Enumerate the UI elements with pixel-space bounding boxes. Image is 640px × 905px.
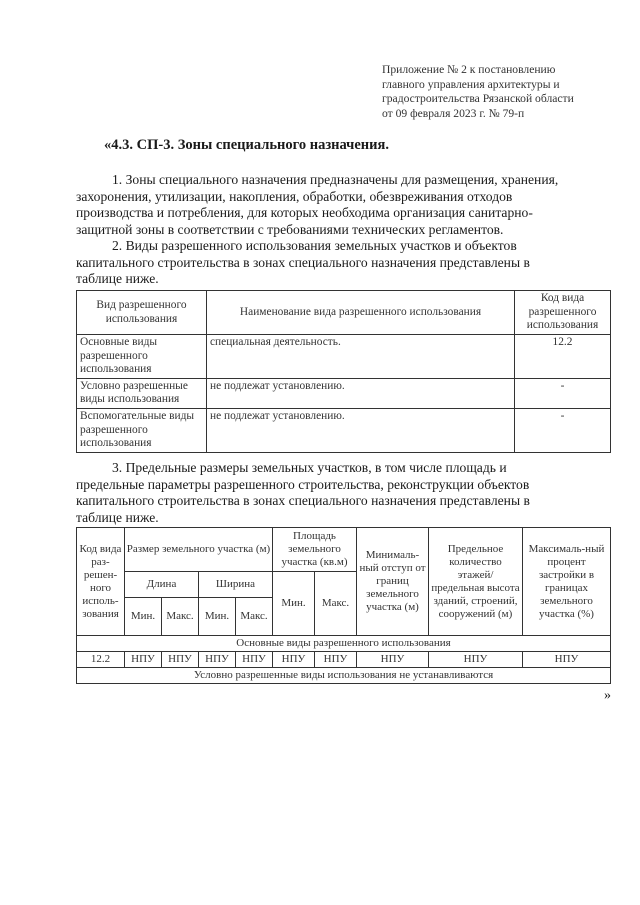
cell-value: НПУ bbox=[125, 652, 162, 668]
header-floors: Предельное количество этажей/ предельная высота зданий, строений, сооружений (м) bbox=[429, 528, 523, 636]
paragraph-line: 1. Зоны специального назначения предназначены для размещения, хранения, bbox=[112, 172, 559, 187]
section-heading: «4.3. СП-3. Зоны специального назначения. bbox=[104, 137, 389, 153]
paragraph-line: таблице ниже. bbox=[76, 509, 159, 525]
cell-kind: Вспомогательные виды разрешенного использования bbox=[77, 408, 207, 452]
cell-code: - bbox=[515, 378, 611, 408]
paragraph-2 bbox=[76, 238, 610, 288]
cell-value: НПУ bbox=[357, 652, 429, 668]
cell-value: НПУ bbox=[523, 652, 611, 668]
header-kind: Вид разрешенного использования bbox=[77, 291, 207, 335]
table-row bbox=[77, 652, 611, 668]
cell-value: НПУ bbox=[236, 652, 273, 668]
permitted-use-table bbox=[76, 290, 611, 453]
table-header-row bbox=[77, 528, 611, 572]
cell-value: НПУ bbox=[199, 652, 236, 668]
paragraph-line: капитального строительства в зонах специального назначения представлены в bbox=[76, 254, 530, 270]
header-size: Размер земельного участка (м) bbox=[125, 528, 273, 572]
appendix-line: от 09 февраля 2023 г. № 79-п bbox=[382, 106, 525, 120]
appendix-line: Приложение № 2 к постановлению bbox=[382, 63, 556, 76]
paragraph-line: таблице ниже. bbox=[76, 271, 159, 287]
header-length-max: Макс. bbox=[162, 598, 199, 636]
cell-code: 12.2 bbox=[77, 652, 125, 668]
paragraph-line: предельные параметры разрешенного строительства, реконструкции объектов bbox=[76, 476, 530, 492]
closing-quote: » bbox=[604, 688, 611, 703]
header-code: Код вида разрешенного использования bbox=[515, 291, 611, 335]
cell-value: НПУ bbox=[162, 652, 199, 668]
paragraph-line: защитной зоны в соответствии с требованиями технических регламентов. bbox=[76, 221, 504, 237]
section-row bbox=[77, 668, 611, 684]
table-row bbox=[77, 335, 611, 379]
table-row bbox=[77, 378, 611, 408]
cell-kind: Основные виды разрешенного использования bbox=[77, 335, 207, 379]
table-row bbox=[77, 408, 611, 452]
header-area: Площадь земельного участка (кв.м) bbox=[273, 528, 357, 572]
paragraph-line: захоронения, утилизации, накопления, обработки, обезвреживания отходов bbox=[76, 188, 513, 204]
paragraph-line: производства и потребления, для которых необходима организация санитарно- bbox=[76, 205, 533, 221]
paragraph-1 bbox=[76, 172, 610, 238]
cell-code: - bbox=[515, 408, 611, 452]
section-main-label: Основные виды разрешенного использования bbox=[77, 636, 611, 652]
cell-value: НПУ bbox=[429, 652, 523, 668]
cell-name: не подлежат установлению. bbox=[207, 408, 515, 452]
header-code: Код вида раз-решен-ного исполь-зования bbox=[77, 528, 125, 636]
section-conditional-label: Условно разрешенные виды использования не устанавливаются bbox=[77, 668, 611, 684]
cell-value: НПУ bbox=[315, 652, 357, 668]
header-length: Длина bbox=[125, 572, 199, 598]
header-length-min: Мин. bbox=[125, 598, 162, 636]
header-width-min: Мин. bbox=[199, 598, 236, 636]
limit-parameters-table bbox=[76, 527, 611, 684]
header-area-min: Мин. bbox=[273, 572, 315, 636]
header-width-max: Макс. bbox=[236, 598, 273, 636]
paragraph-3 bbox=[76, 460, 610, 526]
header-width: Ширина bbox=[199, 572, 273, 598]
paragraph-line: 3. Предельные размеры земельных участков, в том числе площадь и bbox=[112, 460, 507, 475]
paragraph-line: капитального строительства в зонах специального назначения представлены в bbox=[76, 493, 530, 509]
cell-value: НПУ bbox=[273, 652, 315, 668]
table-header-row bbox=[77, 291, 611, 335]
cell-name: не подлежат установлению. bbox=[207, 378, 515, 408]
cell-name: специальная деятельность. bbox=[207, 335, 515, 379]
section-row bbox=[77, 636, 611, 652]
appendix-line: градостроительства Рязанской области bbox=[382, 92, 574, 106]
header-name: Наименование вида разрешенного использования bbox=[207, 291, 515, 335]
cell-code: 12.2 bbox=[515, 335, 611, 379]
header-area-max: Макс. bbox=[315, 572, 357, 636]
header-coverage: Максималь-ный процент застройки в границах земельного участка (%) bbox=[523, 528, 611, 636]
appendix-note bbox=[382, 63, 622, 121]
appendix-line: главного управления архитектуры и bbox=[382, 77, 560, 91]
cell-kind: Условно разрешенные виды использования bbox=[77, 378, 207, 408]
header-setback: Минималь-ный отступ от границ земельного участка (м) bbox=[357, 528, 429, 636]
paragraph-line: 2. Виды разрешенного использования земельных участков и объектов bbox=[112, 238, 517, 253]
